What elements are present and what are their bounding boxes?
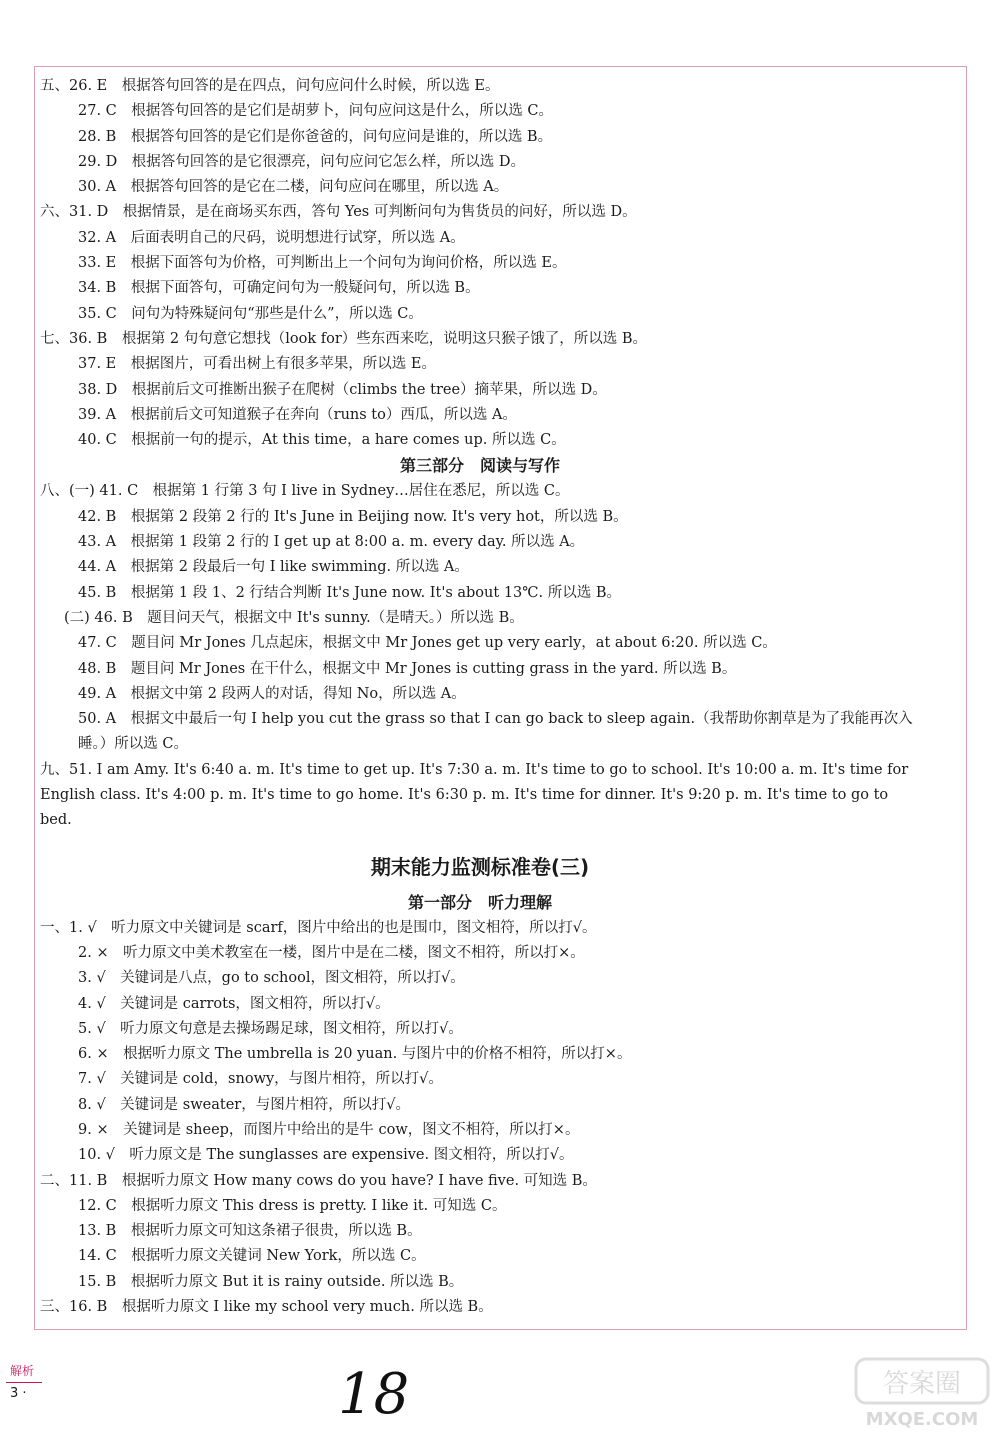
answer-line: 33. E 根据下面答句为价格，可判断出上一个问句为询问价格，所以选 E。 <box>78 255 567 272</box>
answer-line: 38. D 根据前后文可推断出猴子在爬树（climbs the tree）摘苹果，所以选 D。 <box>78 381 607 398</box>
answer-line: 一、1. √ 听力原文中关键词是 scarf，图片中给出的也是围巾，图文相符，所以打√。 <box>40 919 597 936</box>
answer-line: 15. B 根据听力原文 But it is rainy outside. 所以选 B。 <box>78 1273 464 1290</box>
answer-line: 39. A 根据前后文可知道猴子在奔向（runs to）西瓜，所以选 A。 <box>78 406 517 423</box>
footer-divider <box>6 1382 42 1383</box>
answer-line: (二) 46. B 题目问天气，根据文中 It's sunny.（是晴天。）所以选 B。 <box>64 609 524 626</box>
answer-line: 13. B 根据听力原文可知这条裙子很贵，所以选 B。 <box>78 1223 422 1240</box>
answer-line: 五、26. E 根据答句回答的是在四点，问句应问什么时候，所以选 E。 <box>40 78 500 94</box>
watermark-logo <box>852 1355 992 1431</box>
answer-line: 七、36. B 根据第 2 句句意它想找（look for）些东西来吃，说明这只猴子饿了，所以选 B。 <box>40 330 648 347</box>
answer-line: 8. √ 关键词是 sweater，与图片相符，所以打√。 <box>78 1096 410 1113</box>
section-title: 第三部分 阅读与写作 <box>399 456 560 476</box>
svg-text:MXQE.COM: MXQE.COM <box>865 1409 979 1430</box>
answer-line: 4. √ 关键词是 carrots，图文相符，所以打√。 <box>78 995 390 1012</box>
writing-answer: 九、51. I am Amy. It's 6:40 a. m. It's time to get up. It's 7:30 a. m. It's time to go to school. It's 10:00 a. m. It's time for English class. It's 4:00 p. m. It's time to go home. It's 6:30 p. m. It's time for dinner. It's 9:20 p. m. It's time to go to bed. <box>40 761 909 829</box>
answer-line: 三、16. B 根据听力原文 I like my school very much. 所以选 B。 <box>40 1299 493 1316</box>
answer-line: 10. √ 听力原文是 The sunglasses are expensive. 图文相符，所以打√。 <box>78 1147 574 1164</box>
answer-content <box>40 74 920 1320</box>
answer-line: 40. C 根据前一句的提示，At this time，a hare comes up. 所以选 C。 <box>78 432 566 449</box>
answer-line: 43. A 根据第 1 段第 2 行的 I get up at 8:00 a. m. every day. 所以选 A。 <box>78 534 585 551</box>
handwritten-number: 18 <box>338 1362 410 1427</box>
answer-line: 27. C 根据答句回答的是它们是胡萝卜，问句应问这是什么，所以选 C。 <box>78 103 553 120</box>
answer-line: 44. A 根据第 2 段最后一句 I like swimming. 所以选 A。 <box>78 559 469 576</box>
answer-line: 9. × 关键词是 sheep，而图片中给出的是牛 cow，图文不相符，所以打×。 <box>78 1121 580 1138</box>
answer-line: 49. A 根据文中第 2 段两人的对话，得知 No，所以选 A。 <box>78 685 466 702</box>
answer-line: 7. √ 关键词是 cold，snowy，与图片相符，所以打√。 <box>78 1071 443 1088</box>
answer-line: 30. A 根据答句回答的是它在二楼，问句应问在哪里，所以选 A。 <box>78 179 509 196</box>
answer-line: 5. √ 听力原文句意是去操场踢足球，图文相符，所以打√。 <box>78 1020 463 1037</box>
answer-line: 八、(一) 41. C 根据第 1 行第 3 句 I live in Sydney…居住在悉尼，所以选 C。 <box>40 483 570 500</box>
answer-line: 35. C 问句为特殊疑问句“那些是什么”，所以选 C。 <box>78 305 423 322</box>
answer-line: 二、11. B 根据听力原文 How many cows do you have? I have five. 可知选 B。 <box>40 1172 597 1189</box>
answer-line: 29. D 根据答句回答的是它很漂亮，问句应问它怎么样，所以选 D。 <box>78 153 526 170</box>
answer-line: 42. B 根据第 2 段第 2 行的 It's June in Beijing now. It's very hot，所以选 B。 <box>78 508 628 525</box>
answer-line: 34. B 根据下面答句，可确定问句为一般疑问句，所以选 B。 <box>78 280 480 297</box>
section-title: 第一部分 听力理解 <box>407 892 552 912</box>
answer-line: 六、31. D 根据情景，是在商场买东西，答句 Yes 可判断问句为售货员的问好，所以选 D。 <box>40 204 637 221</box>
answer-line: 6. × 根据听力原文 The umbrella is 20 yuan. 与图片中的价格不相符，所以打×。 <box>78 1046 632 1063</box>
answer-line: 2. × 听力原文中美术教室在一楼，图片中是在二楼，图文不相符，所以打×。 <box>78 944 585 961</box>
page-number: 3 · <box>10 1386 27 1401</box>
answer-line: 12. C 根据听力原文 This dress is pretty. I like it. 可知选 C。 <box>78 1197 507 1214</box>
answer-line: 45. B 根据第 1 段 1、2 行结合判断 It's June now. It's about 13℃. 所以选 B。 <box>78 584 621 601</box>
footer-label: 解析 <box>10 1364 35 1378</box>
answer-line: 47. C 题目问 Mr Jones 几点起床，根据文中 Mr Jones get up very early，at about 6:20. 所以选 C。 <box>78 635 777 652</box>
answer-line: 37. E 根据图片，可看出树上有很多苹果，所以选 E。 <box>78 356 436 373</box>
answer-line: 14. C 根据听力原文关键词 New York，所以选 C。 <box>78 1248 426 1265</box>
answer-line: 48. B 题目问 Mr Jones 在干什么，根据文中 Mr Jones is cutting grass in the yard. 所以选 B。 <box>78 660 737 677</box>
exam-title: 期末能力监测标准卷(三) <box>370 854 590 879</box>
answer-line: 28. B 根据答句回答的是它们是你爸爸的，问句应问是谁的，所以选 B。 <box>78 128 553 145</box>
answer-line: 3. √ 关键词是八点，go to school，图文相符，所以打√。 <box>78 970 465 987</box>
answer-line: 50. A 根据文中最后一句 I help you cut the grass so that I can go back to sleep again.（我帮助你割草是为了我能再次入睡。）所以选 C。 <box>78 711 913 753</box>
svg-text:答案圈: 答案圈 <box>882 1369 962 1399</box>
answer-line: 32. A 后面表明自己的尺码，说明想进行试穿，所以选 A。 <box>78 229 465 246</box>
